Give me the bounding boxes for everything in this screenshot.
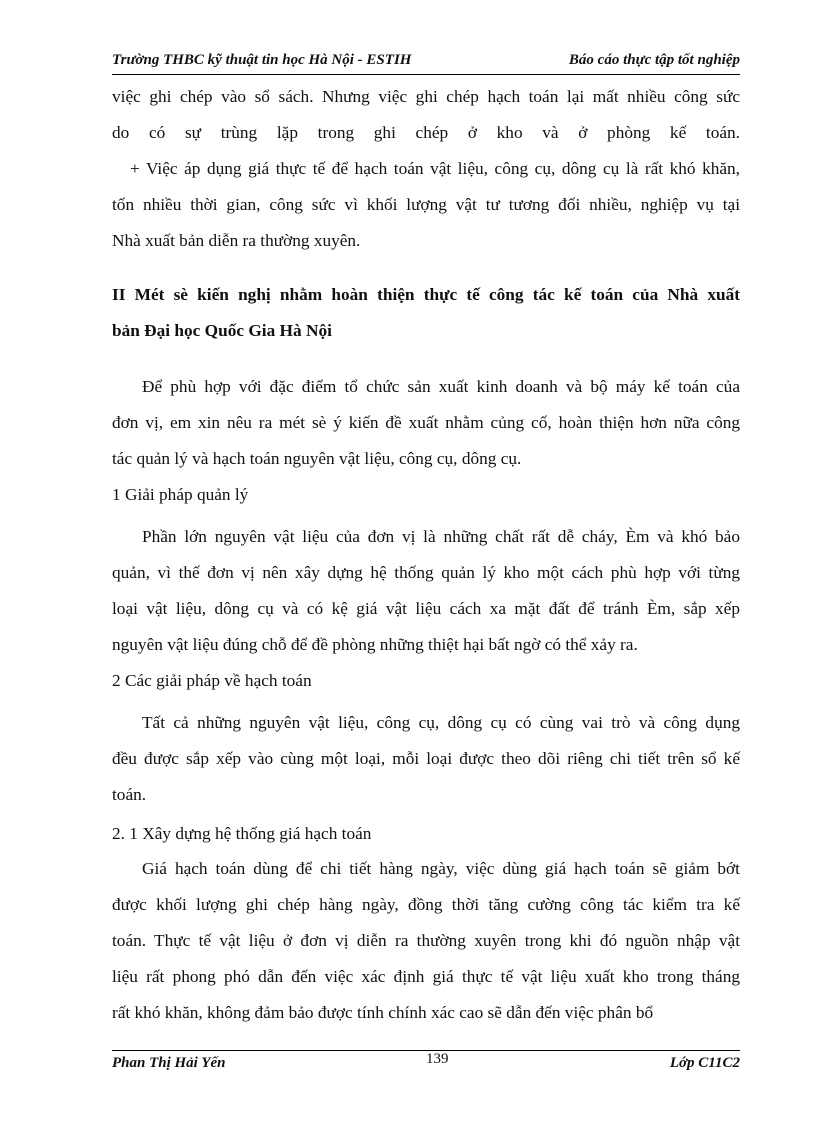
text-line: tốn nhiều thời gian, công sức vì khối lượng vật tư tương đối nhiều, nghiệp vụ tại [112,195,740,214]
header-report-title: Báo cáo thực tập tốt nghiệp [568,52,740,68]
text-line: loại vật liệu, dông cụ và có kệ giá vật liệu cách xa mặt đất để tránh Èm, sắp xếp [112,599,740,618]
subsection-heading: 1 Giải pháp quản lý [112,485,249,504]
footer-class: Lớp C11C2 [669,1055,740,1071]
text-line: liệu rất phong phó dẫn đến việc xác định giá thực tế vật liệu xuất kho trong tháng [112,967,740,986]
text-line: toán. [112,785,147,804]
text-line: toán. Thực tế vật liệu ở đơn vị diễn ra thường xuyên trong khi đó nguồn nhập vật [112,931,740,950]
page-number: 139 [426,1051,449,1067]
text-line: đều được sắp xếp vào cùng một loại, mỗi loại được theo dõi riêng chi tiết trên sổ kế [112,749,740,768]
text-line: Nhà xuất bản diễn ra thường xuyên. [112,231,361,250]
section-heading: II Mét sè kiến nghị nhằm hoàn thiện thực tế công tác kế toán của Nhà xuất [112,285,740,304]
text-line: đơn vị, em xin nêu ra mét sè ý kiến đề xuất nhằm củng cố, hoàn thiện hơn nữa công [112,413,740,432]
page-header [112,52,740,75]
footer-author: Phan Thị Hải Yến [112,1055,226,1071]
text-line: được khối lượng ghi chép hàng ngày, đồng thời tăng cường công tác kiểm tra kế [112,895,740,914]
text-line: quản, vì thế đơn vị nên xây dựng hệ thống quản lý kho một cách phù hợp với từng [112,563,740,582]
text-line: việc ghi chép vào sổ sách. Nhưng việc ghi chép hạch toán lại mất nhiều công sức [112,87,740,106]
header-school: Trường THBC kỹ thuật tin học Hà Nội - ESTIH [112,52,412,68]
text-line: tác quản lý và hạch toán nguyên vật liệu, công cụ, dông cụ. [112,449,522,468]
text-line: Giá hạch toán dùng để chi tiết hàng ngày, việc dùng giá hạch toán sẽ giảm bớt [142,859,740,878]
page-footer [112,1050,740,1075]
text-line: rất khó khăn, không đảm bảo được tính chính xác cao sẽ dẫn đến việc phân bổ [112,1003,654,1022]
subsection-heading: 2 Các giải pháp về hạch toán [112,671,312,690]
section-heading: bản Đại học Quốc Gia Hà Nội [112,321,332,340]
subsection-heading: 2. 1 Xây dựng hệ thống giá hạch toán [112,824,372,843]
text-line: nguyên vật liệu đúng chỗ để đề phòng những thiệt hại bất ngờ có thể xảy ra. [112,635,638,654]
text-line: Phần lớn nguyên vật liệu của đơn vị là những chất rất dễ cháy, Èm và khó bảo [142,527,740,546]
text-line: + Việc áp dụng giá thực tế để hạch toán vật liệu, công cụ, dông cụ là rất khó khăn, [130,159,740,178]
text-line: Tất cả những nguyên vật liệu, công cụ, dông cụ có cùng vai trò và công dụng [142,713,740,732]
text-line: do có sự trùng lặp trong ghi chép ở kho và ở phòng kế toán. [112,123,740,142]
text-line: Để phù hợp với đặc điểm tổ chức sản xuất kinh doanh và bộ máy kế toán của [142,377,740,396]
